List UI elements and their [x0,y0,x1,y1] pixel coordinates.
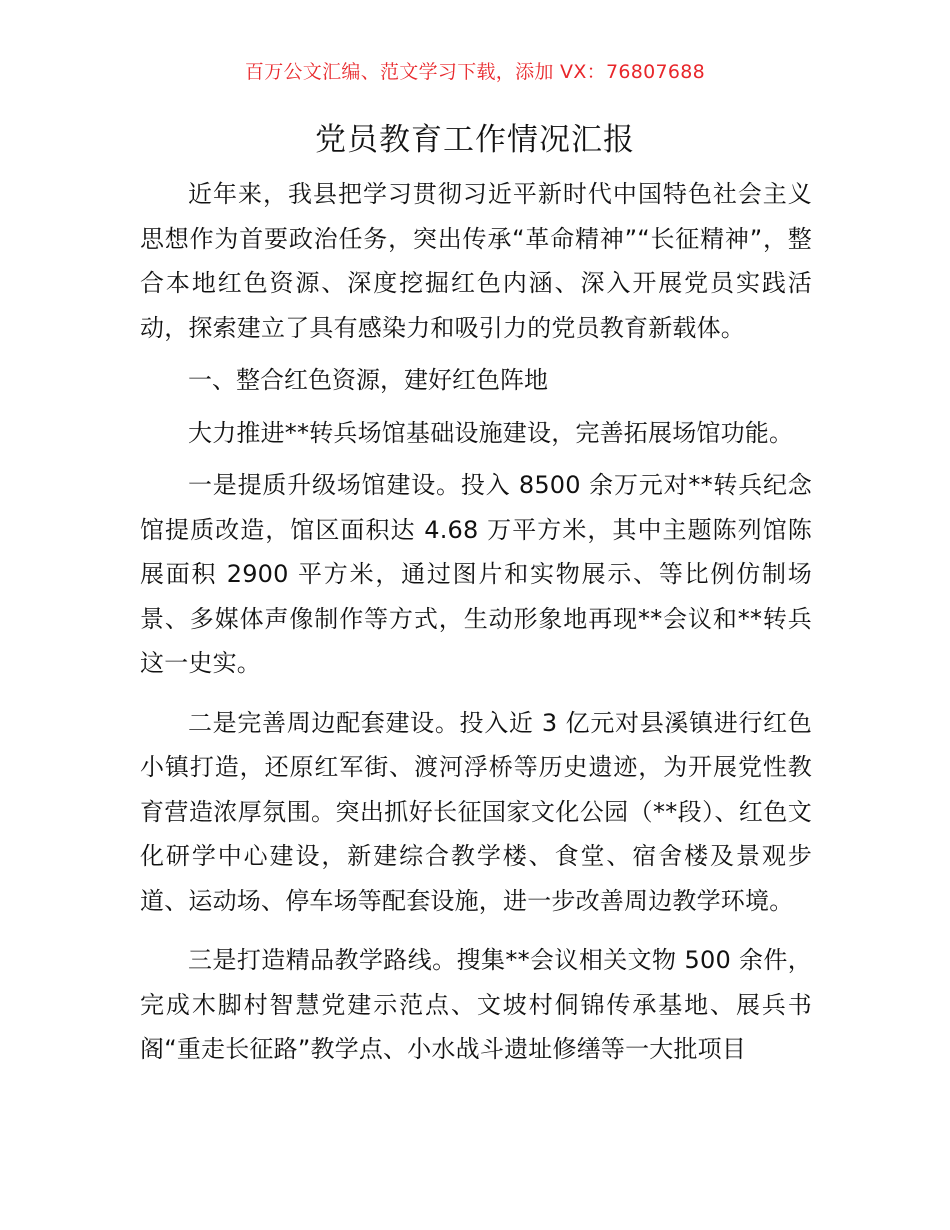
document-title: 党员教育工作情况汇报 [315,122,635,158]
document-body [140,172,812,1080]
point-three-paragraph: 三是打造精品教学路线。搜集**会议相关文物 500 余件，完成木脚村智慧党建示范点、文坡村侗锦传承基地、展兵书阁“重走长征路”教学点、小水战斗遗址修缮等一大批项目 [140,946,812,1063]
intro-paragraph: 近年来，我县把学习贯彻习近平新时代中国特色社会主义思想作为首要政治任务，突出传承“革命精神”“长征精神”，整合本地红色资源、深度挖掘红色内涵、深入开展党员实践活动，探索建立了具有感染力和吸引力的党员教育新载体。 [140,180,812,342]
section-heading: 一、整合红色资源，建好红色阵地 [188,366,548,394]
point-two-paragraph: 二是完善周边配套建设。投入近 3 亿元对县溪镇进行红色小镇打造，还原红军街、渡河浮桥等历史遗迹，为开展党性教育营造浓厚氛围。突出抓好长征国家文化公园（**段）、红色文化研学中心建设，新建综合教学楼、食堂、宿舍楼及景观步道、运动场、停车场等配套设施，进一步改善周边教学环境。 [140,708,812,915]
point-one-paragraph: 一是提质升级场馆建设。投入 8500 余万元对**转兵纪念馆提质改造，馆区面积达 4.68 万平方米，其中主题陈列馆陈展面积 2900 平方米，通过图片和实物展示、等比例仿制场景、多媒体声像制作等方式，生动形象地再现**会议和**转兵这一史实。 [140,471,812,677]
header-banner: 百万公文汇编、范文学习下载，添加 VX：76807688 [244,61,706,83]
section-lead-paragraph: 大力推进**转兵场馆基础设施建设，完善拓展场馆功能。 [188,418,794,447]
